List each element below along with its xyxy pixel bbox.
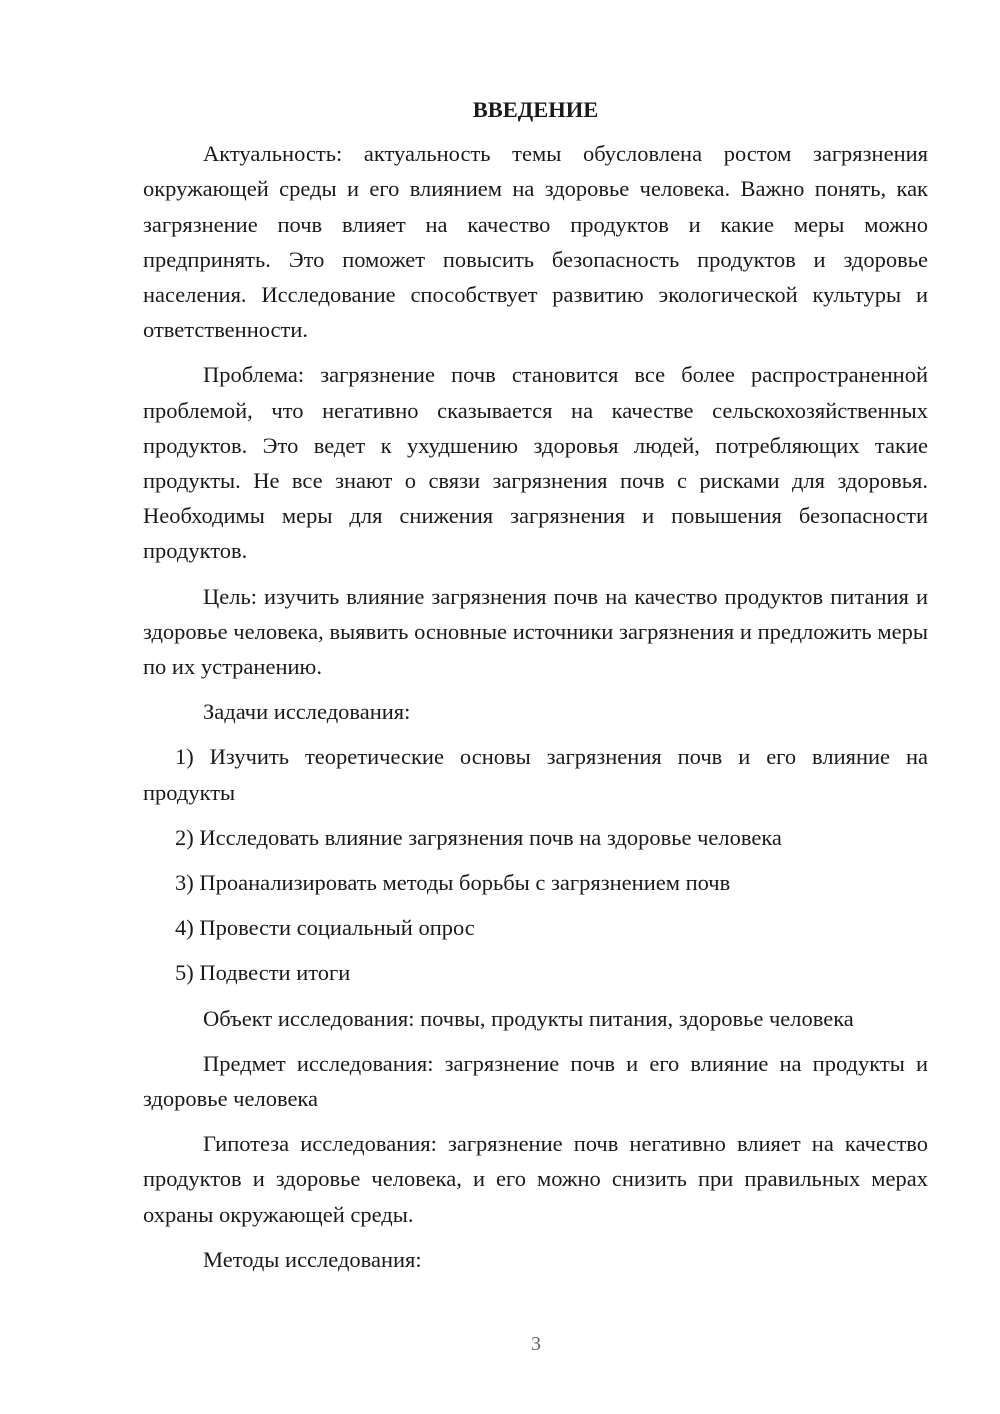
page-content bbox=[143, 92, 928, 1287]
paragraph-goal: Цель: изучить влияние загрязнения почв на качество продуктов питания и здоровье человека, выявить основные источники загрязнения и предложить меры по их устранению. bbox=[143, 583, 928, 680]
paragraph-relevance: Актуальность: актуальность темы обусловлена ростом загрязнения окружающей среды и его влиянием на здоровье человека. Важно понять, как загрязнение почв влияет на качество продуктов и какие меры можно предпринять. Это поможет повысить безопасность продуктов и здоровье населения. Исследование способствует развитию экологической культуры и ответственности. bbox=[143, 141, 928, 343]
list-item: 3) Проанализировать методы борьбы с загрязнением почв bbox=[175, 870, 731, 896]
paragraph-methods: Методы исследования: bbox=[203, 1246, 422, 1272]
paragraph-object: Объект исследования: почвы, продукты питания, здоровье человека bbox=[203, 1005, 854, 1031]
list-item: 2) Исследовать влияние загрязнения почв на здоровье человека bbox=[175, 824, 782, 850]
page-title: ВВЕДЕНИЕ bbox=[472, 97, 599, 122]
list-item: 5) Подвести итоги bbox=[175, 960, 351, 986]
paragraph-hypothesis: Гипотеза исследования: загрязнение почв негативно влияет на качество продуктов и здоровье человека, и его можно снизить при правильных мерах охраны окружающей среды. bbox=[143, 1131, 928, 1227]
list-item: 1) Изучить теоретические основы загрязнения почв и его влияние на продукты bbox=[143, 744, 928, 805]
paragraph-tasks-heading: Задачи исследования: bbox=[203, 699, 411, 725]
paragraph-subject: Предмет исследования: загрязнение почв и его влияние на продукты и здоровье человека bbox=[143, 1050, 928, 1112]
paragraph-problem: Проблема: загрязнение почв становится все более распространенной проблемой, что негативно сказывается на качестве сельскохозяйственных продуктов. Это ведет к ухудшению здоровья людей, потребляющих такие продукты. Не все знают о связи загрязнения почв с рисками для здоровья. Необходимы меры для снижения загрязнения и повышения безопасности продуктов. bbox=[143, 362, 928, 564]
page-number: 3 bbox=[531, 1333, 541, 1355]
tasks-list bbox=[143, 739, 928, 990]
list-item: 4) Провести социальный опрос bbox=[175, 915, 475, 941]
